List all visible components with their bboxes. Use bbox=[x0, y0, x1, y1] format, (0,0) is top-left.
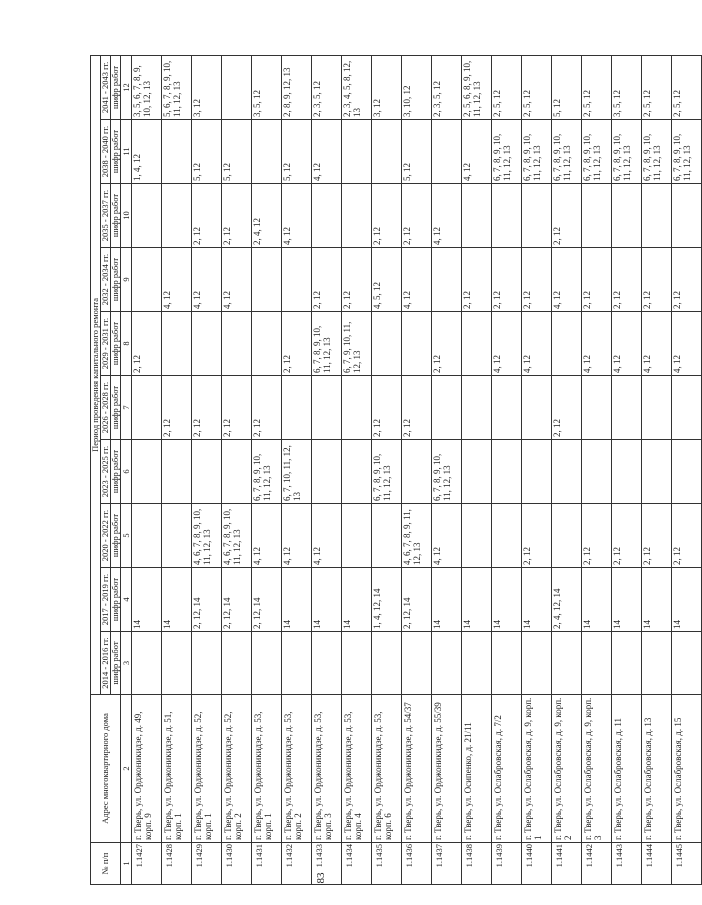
row-work-codes: 2, 12 bbox=[192, 376, 222, 440]
table-row bbox=[132, 55, 162, 884]
row-work-codes: 5, 6, 7, 8, 9, 10, 11, 12, 13 bbox=[162, 55, 192, 119]
header-cipher: шифр работ bbox=[111, 55, 121, 119]
row-work-codes bbox=[462, 632, 492, 695]
row-work-codes: 2, 12 bbox=[492, 248, 522, 312]
row-work-codes: 2, 12 bbox=[192, 184, 222, 248]
row-work-codes bbox=[492, 376, 522, 440]
row-work-codes: 2, 3, 5, 12 bbox=[432, 55, 462, 119]
row-work-codes: 2, 12 bbox=[612, 248, 642, 312]
row-number: 1.1440 bbox=[522, 843, 552, 885]
header-cipher: шифр работ bbox=[111, 248, 121, 312]
row-work-codes bbox=[552, 312, 582, 376]
row-work-codes bbox=[342, 120, 372, 184]
row-work-codes: 2, 12 bbox=[372, 376, 402, 440]
row-work-codes: 2, 5, 12 bbox=[492, 55, 522, 119]
row-address: г. Тверь, ул. Орджоникидзе, д. 53, корп. 3 bbox=[312, 695, 342, 843]
row-work-codes: 2, 12 bbox=[672, 248, 702, 312]
row-number: 1.1444 bbox=[642, 843, 672, 885]
header-column-number: 4 bbox=[121, 568, 132, 632]
row-work-codes: 4, 12 bbox=[282, 504, 312, 568]
row-address: г. Тверь, ул. Ослабровская, д. 9, корп. 3 bbox=[582, 695, 612, 843]
row-work-codes bbox=[372, 312, 402, 376]
row-work-codes bbox=[582, 440, 612, 504]
header-period-range: 2017 - 2019 гг. bbox=[101, 568, 111, 632]
row-work-codes: 3, 12 bbox=[372, 55, 402, 119]
row-number: 1.1430 bbox=[222, 843, 252, 885]
row-work-codes: 1, 4, 12 bbox=[132, 120, 162, 184]
row-work-codes: 2, 12 bbox=[582, 504, 612, 568]
header-column-number: 1 bbox=[121, 843, 132, 885]
row-work-codes bbox=[432, 248, 462, 312]
row-work-codes: 6, 7, 8, 9, 10, 11, 12, 13 bbox=[612, 120, 642, 184]
row-work-codes: 4, 12 bbox=[282, 184, 312, 248]
row-work-codes: 4, 12 bbox=[192, 248, 222, 312]
row-work-codes: 14 bbox=[582, 568, 612, 632]
row-work-codes: 5, 12 bbox=[222, 120, 252, 184]
row-work-codes bbox=[402, 440, 432, 504]
row-address: г. Тверь, ул. Ослабровская, д. 11 bbox=[612, 695, 642, 843]
row-work-codes bbox=[252, 632, 282, 695]
row-work-codes: 4, 12 bbox=[552, 248, 582, 312]
row-work-codes bbox=[132, 248, 162, 312]
row-work-codes: 6, 7, 8, 9, 10, 11, 12, 13 bbox=[582, 120, 612, 184]
row-work-codes bbox=[312, 184, 342, 248]
row-work-codes: 2, 5, 12 bbox=[642, 55, 672, 119]
row-work-codes: 2, 12 bbox=[402, 376, 432, 440]
row-work-codes bbox=[132, 504, 162, 568]
row-work-codes bbox=[552, 632, 582, 695]
row-work-codes: 4, 12 bbox=[462, 120, 492, 184]
row-work-codes bbox=[222, 312, 252, 376]
row-address: г. Тверь, ул. Ослабровская, д. 13 bbox=[642, 695, 672, 843]
row-work-codes: 2, 12 bbox=[432, 312, 462, 376]
row-work-codes bbox=[282, 376, 312, 440]
row-work-codes: 3, 5, 6, 7, 8, 9, 10, 12, 13 bbox=[132, 55, 162, 119]
row-work-codes: 4, 12 bbox=[432, 184, 462, 248]
row-work-codes bbox=[342, 504, 372, 568]
row-work-codes: 6, 7, 8, 9, 10, 11, 12, 13 bbox=[252, 440, 282, 504]
row-work-codes bbox=[162, 312, 192, 376]
row-work-codes: 6, 7, 8, 9, 10, 11, 12, 13 bbox=[522, 120, 552, 184]
table-header bbox=[91, 55, 132, 884]
row-work-codes bbox=[312, 376, 342, 440]
table-row bbox=[522, 55, 552, 884]
row-work-codes: 14 bbox=[342, 568, 372, 632]
row-work-codes: 6, 7, 8, 9, 10, 11, 12, 13 bbox=[432, 440, 462, 504]
row-number: 1.1427 bbox=[132, 843, 162, 885]
row-work-codes: 2, 12 bbox=[372, 184, 402, 248]
row-work-codes: 14 bbox=[492, 568, 522, 632]
row-work-codes: 2, 12 bbox=[672, 504, 702, 568]
header-period-range: 2032 - 2034 гг. bbox=[101, 248, 111, 312]
header-period-range: 2038 - 2040 гг. bbox=[101, 120, 111, 184]
row-address: г. Тверь, ул. Осипенко, д. 21/11 bbox=[462, 695, 492, 843]
row-work-codes: 2, 12 bbox=[642, 248, 672, 312]
row-work-codes: 3, 5, 12 bbox=[252, 55, 282, 119]
header-column-number: 10 bbox=[121, 184, 132, 248]
header-cipher: шифр работ bbox=[111, 184, 121, 248]
header-cipher: шифр работ bbox=[111, 120, 121, 184]
header-cipher: шифр работ bbox=[111, 440, 121, 504]
header-period-range: 2041 - 2043 гг. bbox=[101, 55, 111, 119]
table-row bbox=[672, 55, 702, 884]
row-work-codes: 14 bbox=[522, 568, 552, 632]
row-work-codes bbox=[162, 632, 192, 695]
row-work-codes bbox=[612, 440, 642, 504]
row-work-codes bbox=[342, 184, 372, 248]
row-work-codes: 4, 12 bbox=[312, 504, 342, 568]
row-address: г. Тверь, ул. Орджоникидзе, д. 55/39 bbox=[432, 695, 462, 843]
table-row bbox=[642, 55, 672, 884]
header-cipher: шифр работ bbox=[111, 376, 121, 440]
row-work-codes: 2, 12 bbox=[342, 248, 372, 312]
row-work-codes: 2, 3, 4, 5, 8, 12, 13 bbox=[342, 55, 372, 119]
row-work-codes: 6, 7, 8, 9, 10, 11, 12, 13 bbox=[642, 120, 672, 184]
table-row bbox=[192, 55, 222, 884]
row-work-codes: 4, 12 bbox=[402, 248, 432, 312]
row-work-codes: 14 bbox=[462, 568, 492, 632]
row-work-codes: 3, 5, 12 bbox=[612, 55, 642, 119]
header-cipher: шифр работ bbox=[111, 632, 121, 695]
row-work-codes: 14 bbox=[312, 568, 342, 632]
row-work-codes bbox=[672, 632, 702, 695]
row-work-codes: 5, 12 bbox=[282, 120, 312, 184]
row-work-codes: 2, 12 bbox=[522, 248, 552, 312]
row-work-codes: 2, 12 bbox=[282, 312, 312, 376]
row-work-codes bbox=[642, 376, 672, 440]
row-work-codes bbox=[252, 248, 282, 312]
header-period-range: 2020 - 2022 гг. bbox=[101, 504, 111, 568]
row-work-codes: 1, 4, 12, 14 bbox=[372, 568, 402, 632]
repair-schedule-table bbox=[90, 55, 702, 885]
row-work-codes bbox=[672, 440, 702, 504]
row-address: г. Тверь, ул. Орджоникидзе, д. 53, корп. 4 bbox=[342, 695, 372, 843]
header-column-number: 7 bbox=[121, 376, 132, 440]
header-column-number: 9 bbox=[121, 248, 132, 312]
row-work-codes: 2, 12 bbox=[312, 248, 342, 312]
page-number: 83 bbox=[315, 872, 327, 884]
row-address: г. Тверь, ул. Ослабровская, д. 15 bbox=[672, 695, 702, 843]
row-work-codes bbox=[342, 440, 372, 504]
table-row bbox=[402, 55, 432, 884]
table-row bbox=[222, 55, 252, 884]
row-address: г. Тверь, ул. Орджоникидзе, д. 52, корп. 2 bbox=[222, 695, 252, 843]
row-work-codes bbox=[132, 440, 162, 504]
row-work-codes: 2, 5, 6, 8, 9, 10, 11, 12, 13 bbox=[462, 55, 492, 119]
table-row bbox=[462, 55, 492, 884]
row-work-codes bbox=[282, 248, 312, 312]
row-number: 1.1443 bbox=[612, 843, 642, 885]
row-work-codes: 2, 12 bbox=[132, 312, 162, 376]
header-period-range: 2035 - 2037 гг. bbox=[101, 184, 111, 248]
row-work-codes: 4, 12 bbox=[432, 504, 462, 568]
row-work-codes: 2, 12 bbox=[222, 184, 252, 248]
row-work-codes: 4, 6, 7, 8, 9, 10, 11, 12, 13 bbox=[222, 504, 252, 568]
row-work-codes bbox=[672, 376, 702, 440]
row-work-codes: 3, 12 bbox=[192, 55, 222, 119]
row-work-codes bbox=[132, 184, 162, 248]
row-number: 1.1439 bbox=[492, 843, 522, 885]
row-work-codes bbox=[372, 504, 402, 568]
header-column-number: 11 bbox=[121, 120, 132, 184]
row-work-codes: 4, 12 bbox=[492, 312, 522, 376]
row-work-codes bbox=[582, 376, 612, 440]
row-work-codes: 2, 12 bbox=[162, 376, 192, 440]
row-work-codes: 14 bbox=[642, 568, 672, 632]
row-work-codes bbox=[162, 120, 192, 184]
row-work-codes: 5, 12 bbox=[402, 120, 432, 184]
row-work-codes: 2, 12 bbox=[552, 376, 582, 440]
row-work-codes: 2, 12, 14 bbox=[402, 568, 432, 632]
row-work-codes: 2, 5, 12 bbox=[522, 55, 552, 119]
row-work-codes bbox=[402, 312, 432, 376]
row-work-codes bbox=[582, 632, 612, 695]
row-work-codes: 4, 6, 7, 8, 9, 11, 12, 13 bbox=[402, 504, 432, 568]
row-work-codes: 4, 12 bbox=[252, 504, 282, 568]
row-work-codes: 3, 10, 12 bbox=[402, 55, 432, 119]
row-work-codes bbox=[612, 376, 642, 440]
row-work-codes bbox=[642, 632, 672, 695]
table-row bbox=[252, 55, 282, 884]
row-work-codes bbox=[492, 632, 522, 695]
header-period-range: 2014 - 2016 гг. bbox=[101, 632, 111, 695]
row-work-codes: 2, 3, 5, 12 bbox=[312, 55, 342, 119]
header-address: Адрес многоквартирного дома bbox=[91, 695, 121, 843]
row-work-codes bbox=[492, 504, 522, 568]
row-work-codes bbox=[582, 184, 612, 248]
row-number: 1.1434 bbox=[342, 843, 372, 885]
row-work-codes: 2, 12 bbox=[642, 504, 672, 568]
row-work-codes: 6, 7, 8, 9, 10, 11, 12, 13 bbox=[372, 440, 402, 504]
row-address: г. Тверь, ул. Орджоникидзе, д. 53, корп. 1 bbox=[252, 695, 282, 843]
header-column-number: 8 bbox=[121, 312, 132, 376]
row-work-codes: 4, 12 bbox=[162, 248, 192, 312]
table-body bbox=[132, 55, 702, 884]
header-column-number: 6 bbox=[121, 440, 132, 504]
row-work-codes: 2, 5, 12 bbox=[672, 55, 702, 119]
row-work-codes bbox=[432, 632, 462, 695]
row-work-codes bbox=[192, 440, 222, 504]
table-row bbox=[582, 55, 612, 884]
row-address: г. Тверь, ул. Ослабровская, д. 9, корп. 1 bbox=[522, 695, 552, 843]
row-work-codes: 2, 12, 14 bbox=[192, 568, 222, 632]
row-work-codes bbox=[162, 440, 192, 504]
row-work-codes: 2, 12, 14 bbox=[252, 568, 282, 632]
row-work-codes bbox=[192, 312, 222, 376]
row-number: 1.1435 bbox=[372, 843, 402, 885]
header-period: Период проведения капитального ремонта bbox=[91, 55, 101, 694]
row-number: 1.1442 bbox=[582, 843, 612, 885]
row-work-codes: 4, 12 bbox=[222, 248, 252, 312]
row-work-codes bbox=[402, 632, 432, 695]
row-number: 1.1437 bbox=[432, 843, 462, 885]
row-work-codes: 5, 12 bbox=[192, 120, 222, 184]
row-address: г. Тверь, ул. Орджоникидзе, д. 53, корп. 2 bbox=[282, 695, 312, 843]
table-row bbox=[162, 55, 192, 884]
table-row bbox=[612, 55, 642, 884]
row-number: 1.1445 bbox=[672, 843, 702, 885]
header-period-range: 2026 - 2028 гг. bbox=[101, 376, 111, 440]
table-row bbox=[282, 55, 312, 884]
row-work-codes: 4, 6, 7, 8, 9, 10, 11, 12, 13 bbox=[192, 504, 222, 568]
row-work-codes bbox=[222, 55, 252, 119]
row-work-codes bbox=[132, 376, 162, 440]
row-work-codes: 4, 12 bbox=[612, 312, 642, 376]
row-number: 1.1431 bbox=[252, 843, 282, 885]
row-number: 1.1432 bbox=[282, 843, 312, 885]
row-work-codes: 6, 7, 8, 9, 10, 11, 12, 13 bbox=[312, 312, 342, 376]
row-work-codes: 4, 12 bbox=[312, 120, 342, 184]
row-work-codes bbox=[162, 184, 192, 248]
row-address: г. Тверь, ул. Орджоникидзе, д. 53, корп. 6 bbox=[372, 695, 402, 843]
row-work-codes bbox=[252, 120, 282, 184]
row-number: 1.1428 bbox=[162, 843, 192, 885]
row-work-codes bbox=[462, 376, 492, 440]
row-address: г. Тверь, ул. Орджоникидзе, д. 52, корп. 1 bbox=[192, 695, 222, 843]
row-address: г. Тверь, ул. Орджоникидзе, д. 49, корп. 9 bbox=[132, 695, 162, 843]
row-work-codes: 14 bbox=[612, 568, 642, 632]
row-work-codes bbox=[132, 632, 162, 695]
header-cipher: шифр работ bbox=[111, 568, 121, 632]
row-work-codes: 6, 7, 8, 9, 10, 11, 12, 13 bbox=[672, 120, 702, 184]
row-work-codes: 4, 5, 12 bbox=[372, 248, 402, 312]
row-work-codes: 2, 12 bbox=[462, 248, 492, 312]
table-row bbox=[552, 55, 582, 884]
row-work-codes bbox=[642, 184, 672, 248]
row-work-codes bbox=[252, 312, 282, 376]
table-row bbox=[432, 55, 462, 884]
header-period-range: 2029 - 2031 гг. bbox=[101, 312, 111, 376]
row-work-codes bbox=[612, 184, 642, 248]
row-work-codes: 2, 12, 14 bbox=[222, 568, 252, 632]
row-work-codes: 4, 12 bbox=[582, 312, 612, 376]
row-work-codes: 6, 7, 10, 11, 12, 13 bbox=[282, 440, 312, 504]
row-work-codes bbox=[462, 312, 492, 376]
header-cipher: шифр работ bbox=[111, 504, 121, 568]
row-work-codes: 2, 5, 12 bbox=[582, 55, 612, 119]
row-work-codes bbox=[612, 632, 642, 695]
row-work-codes: 6, 7, 8, 9, 10, 11, 12, 13 bbox=[492, 120, 522, 184]
row-work-codes: 2, 12 bbox=[222, 376, 252, 440]
table-row bbox=[492, 55, 522, 884]
row-work-codes: 14 bbox=[162, 568, 192, 632]
rotated-page bbox=[90, 55, 692, 885]
row-work-codes bbox=[522, 440, 552, 504]
row-number: 1.1429 bbox=[192, 843, 222, 885]
row-work-codes: 2, 12 bbox=[612, 504, 642, 568]
row-work-codes: 2, 12 bbox=[402, 184, 432, 248]
row-work-codes: 14 bbox=[282, 568, 312, 632]
header-column-number: 2 bbox=[121, 695, 132, 843]
row-address: г. Тверь, ул. Орджоникидзе, д. 51, корп. 1 bbox=[162, 695, 192, 843]
row-work-codes bbox=[312, 440, 342, 504]
row-number: 1.1436 bbox=[402, 843, 432, 885]
row-work-codes bbox=[342, 632, 372, 695]
row-work-codes bbox=[492, 440, 522, 504]
row-work-codes bbox=[552, 440, 582, 504]
row-address: г. Тверь, ул. Ослабровская, д. 9, корп. 2 bbox=[552, 695, 582, 843]
row-work-codes bbox=[522, 376, 552, 440]
row-work-codes bbox=[522, 184, 552, 248]
row-number: 1.1438 bbox=[462, 843, 492, 885]
row-work-codes: 2, 4, 12 bbox=[252, 184, 282, 248]
header-period-range: 2023 - 2025 гг. bbox=[101, 440, 111, 504]
row-work-codes bbox=[492, 184, 522, 248]
row-work-codes: 2, 12 bbox=[522, 504, 552, 568]
row-work-codes: 6, 7, 9, 10, 11, 12, 13 bbox=[342, 312, 372, 376]
row-work-codes: 5, 12 bbox=[552, 55, 582, 119]
header-column-number: 3 bbox=[121, 632, 132, 695]
row-work-codes: 14 bbox=[432, 568, 462, 632]
row-work-codes: 4, 12 bbox=[672, 312, 702, 376]
row-work-codes: 2, 4, 12, 14 bbox=[552, 568, 582, 632]
row-work-codes: 14 bbox=[132, 568, 162, 632]
row-work-codes: 6, 7, 8, 9, 10, 11, 12, 13 bbox=[552, 120, 582, 184]
row-work-codes bbox=[372, 120, 402, 184]
row-work-codes bbox=[552, 504, 582, 568]
row-work-codes bbox=[432, 376, 462, 440]
row-work-codes bbox=[462, 440, 492, 504]
row-work-codes bbox=[342, 376, 372, 440]
row-work-codes bbox=[282, 632, 312, 695]
row-work-codes: 4, 12 bbox=[642, 312, 672, 376]
header-num: № п/п bbox=[91, 843, 121, 885]
row-work-codes bbox=[192, 632, 222, 695]
row-work-codes: 2, 12 bbox=[252, 376, 282, 440]
row-work-codes: 2, 12 bbox=[582, 248, 612, 312]
table-row bbox=[372, 55, 402, 884]
row-work-codes: 2, 8, 9, 12, 13 bbox=[282, 55, 312, 119]
row-work-codes: 14 bbox=[672, 568, 702, 632]
header-column-number: 12 bbox=[121, 55, 132, 119]
row-work-codes bbox=[462, 184, 492, 248]
row-work-codes: 4, 12 bbox=[522, 312, 552, 376]
row-work-codes: 2, 12 bbox=[552, 184, 582, 248]
row-work-codes bbox=[372, 632, 402, 695]
row-work-codes bbox=[222, 440, 252, 504]
row-address: г. Тверь, ул. Ослабровская, д. 7/2 bbox=[492, 695, 522, 843]
header-column-number: 5 bbox=[121, 504, 132, 568]
row-work-codes bbox=[222, 632, 252, 695]
row-work-codes bbox=[642, 440, 672, 504]
row-work-codes bbox=[432, 120, 462, 184]
row-work-codes bbox=[162, 504, 192, 568]
row-work-codes bbox=[522, 632, 552, 695]
row-work-codes bbox=[672, 184, 702, 248]
table-row bbox=[342, 55, 372, 884]
row-number: 1.1441 bbox=[552, 843, 582, 885]
row-number: 1.1433 bbox=[312, 843, 342, 885]
row-work-codes bbox=[462, 504, 492, 568]
table-row bbox=[312, 55, 342, 884]
row-address: г. Тверь, ул. Орджоникидзе, д. 54/37 bbox=[402, 695, 432, 843]
header-cipher: шифр работ bbox=[111, 312, 121, 376]
row-work-codes bbox=[312, 632, 342, 695]
